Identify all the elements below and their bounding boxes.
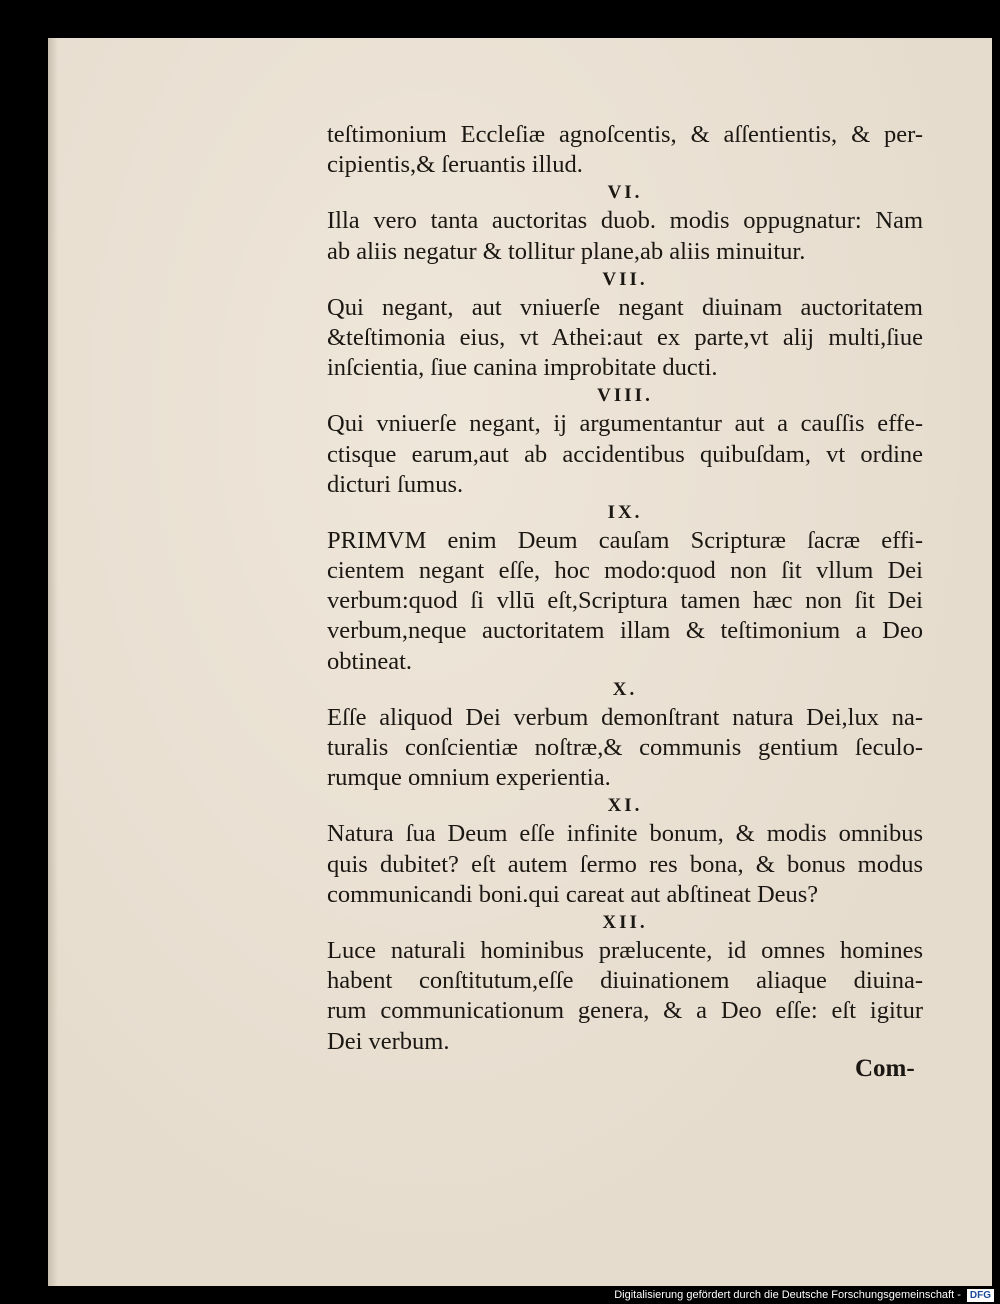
text-line: PRIMVM enim Deum cauſam Scripturæ ſacræ effi- <box>327 526 923 554</box>
footer-credit: Digitalisierung gefördert durch die Deutsche Forschungsgemeinschaft - <box>614 1289 961 1301</box>
text-line: Qui vniuerſe negant, ij argumentantur aut a cauſſis effe- <box>327 410 923 438</box>
digitization-footer <box>0 1286 1000 1304</box>
section-numeral: VI. <box>607 182 643 204</box>
section-numeral: VII. <box>602 268 648 290</box>
text-line: teſtimonium Eccleſiæ agnoſcentis, & aſſentientis, & per- <box>327 121 923 148</box>
text-line: quis dubitet? eſt autem ſermo res bona, & bonus modus <box>327 850 923 878</box>
text-line: ctisque earum,aut ab accidentibus quibuſdam, vt ordine <box>327 440 923 468</box>
text-line: Illa vero tanta auctoritas duob. modis oppugnatur: Nam <box>327 207 923 235</box>
section-numeral: XI. <box>607 795 643 817</box>
page-edge-shadow <box>48 38 58 1286</box>
section-numeral: X. <box>612 678 638 700</box>
text-line: rumque omnium experientia. <box>327 764 611 792</box>
text-line: ab aliis negatur & tollitur plane,ab aliis minuitur. <box>327 237 806 265</box>
text-line: communicandi boni.qui careat aut abſtineat Deus? <box>327 880 819 908</box>
text-line: rum communicationum genera, & a Deo eſſe: eſt igitur <box>327 997 923 1025</box>
text-line: habent conſtitutum,eſſe diuinationem aliaque diuina- <box>327 967 923 995</box>
text-line: inſcientia, ſiue canina improbitate ducti. <box>327 354 718 382</box>
text-line: verbum,neque auctoritatem illam & teſtimonium a Deo <box>327 617 923 645</box>
text-line: verbum:quod ſi vllū eſt,Scriptura tamen hæc non ſit Dei <box>327 587 923 615</box>
text-line: Dei verbum. <box>327 1027 450 1055</box>
section-numeral: XII. <box>602 911 648 933</box>
text-line: obtineat. <box>327 647 413 675</box>
section-numeral: IX. <box>607 501 643 523</box>
catchword: Com- <box>855 1055 915 1082</box>
text-line: &teſtimonia eius, vt Athei:aut ex parte,vt alij multi,ſiue <box>327 323 923 351</box>
page-text-block <box>327 120 923 1057</box>
text-line: turalis conſcientiæ noſtræ,& communis gentium ſeculo- <box>327 734 923 761</box>
dfg-logo: DFG <box>967 1289 994 1302</box>
text-line: dicturi ſumus. <box>327 470 464 498</box>
text-line: Eſſe aliquod Dei verbum demonſtrant natura Dei,lux na- <box>327 703 923 731</box>
text-line: Qui negant, aut vniuerſe negant diuinam auctoritatem <box>327 293 923 321</box>
section-numeral: VIII. <box>597 385 653 407</box>
text-line: cientem negant eſſe, hoc modo:quod non ſit vllum Dei <box>327 557 923 585</box>
text-line: Natura ſua Deum eſſe infinite bonum, & modis omnibus <box>327 820 923 848</box>
text-line: Luce naturali hominibus prælucente, id omnes homines <box>327 936 923 964</box>
text-line: cipientis,& ſeruantis illud. <box>327 151 583 179</box>
